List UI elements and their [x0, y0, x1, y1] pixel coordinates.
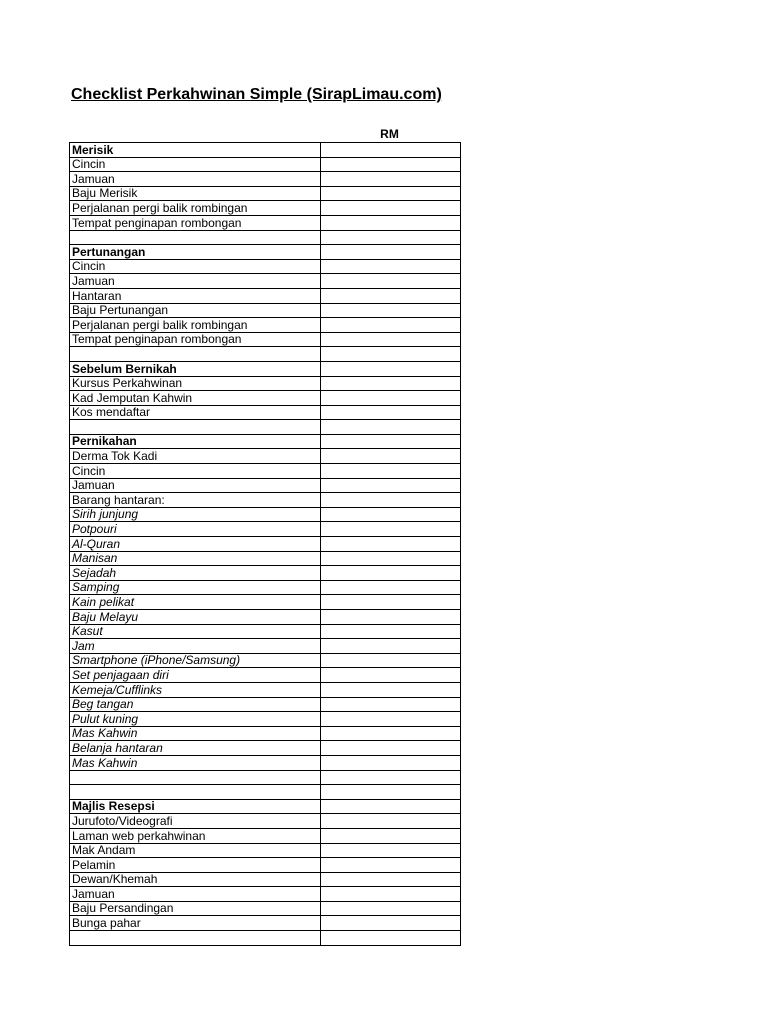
amount-cell[interactable]: [321, 332, 461, 347]
amount-cell[interactable]: [321, 872, 461, 887]
item-cell: Laman web perkahwinan: [70, 828, 321, 843]
section-heading-row: [70, 434, 461, 449]
item-cell: Mak Andam: [70, 843, 321, 858]
amount-cell[interactable]: [321, 288, 461, 303]
item-cell: Cincin: [70, 464, 321, 479]
amount-cell[interactable]: [321, 916, 461, 931]
checklist-row: [70, 858, 461, 873]
amount-cell[interactable]: [321, 391, 461, 406]
amount-cell[interactable]: [321, 464, 461, 479]
amount-cell[interactable]: [321, 143, 461, 158]
checklist-row: [70, 653, 461, 668]
amount-cell[interactable]: [321, 230, 461, 245]
item-cell: [70, 230, 321, 245]
checklist-row: [70, 697, 461, 712]
amount-cell[interactable]: [321, 522, 461, 537]
amount-cell[interactable]: [321, 566, 461, 581]
item-cell: Pertunangan: [70, 245, 321, 260]
item-cell: Baju Persandingan: [70, 901, 321, 916]
amount-cell[interactable]: [321, 639, 461, 654]
amount-cell[interactable]: [321, 843, 461, 858]
amount-cell[interactable]: [321, 186, 461, 201]
page-title: Checklist Perkahwinan Simple (SirapLimau.com): [71, 86, 442, 103]
amount-cell[interactable]: [321, 653, 461, 668]
amount-cell[interactable]: [321, 420, 461, 435]
amount-cell[interactable]: [321, 814, 461, 829]
item-cell: Kursus Perkahwinan: [70, 376, 321, 391]
item-cell: Kad Jemputan Kahwin: [70, 391, 321, 406]
checklist-row: [70, 726, 461, 741]
amount-cell[interactable]: [321, 551, 461, 566]
amount-cell[interactable]: [321, 682, 461, 697]
checklist-row: [70, 712, 461, 727]
checklist-row: [70, 274, 461, 289]
item-cell: Jamuan: [70, 274, 321, 289]
blank-row: [70, 420, 461, 435]
amount-cell[interactable]: [321, 434, 461, 449]
checklist-row: [70, 741, 461, 756]
checklist-row: [70, 332, 461, 347]
checklist-row: [70, 566, 461, 581]
section-heading-row: [70, 799, 461, 814]
amount-cell[interactable]: [321, 828, 461, 843]
section-heading-row: [70, 245, 461, 260]
checklist-row: [70, 595, 461, 610]
amount-cell[interactable]: [321, 507, 461, 522]
amount-cell[interactable]: [321, 215, 461, 230]
item-cell: Hantaran: [70, 288, 321, 303]
amount-cell[interactable]: [321, 201, 461, 216]
item-cell: Sebelum Bernikah: [70, 361, 321, 376]
item-cell: Bunga pahar: [70, 916, 321, 931]
checklist-row: [70, 668, 461, 683]
item-cell: Kain pelikat: [70, 595, 321, 610]
amount-cell[interactable]: [321, 347, 461, 362]
item-cell: Perjalanan pergi balik rombingan: [70, 201, 321, 216]
amount-cell[interactable]: [321, 785, 461, 800]
amount-cell[interactable]: [321, 318, 461, 333]
item-cell: Pulut kuning: [70, 712, 321, 727]
item-cell: Jamuan: [70, 172, 321, 187]
amount-cell[interactable]: [321, 610, 461, 625]
amount-column-header: RM: [380, 127, 399, 141]
amount-cell[interactable]: [321, 887, 461, 902]
item-cell: Manisan: [70, 551, 321, 566]
item-cell: Al-Quran: [70, 537, 321, 552]
amount-cell[interactable]: [321, 858, 461, 873]
item-cell: Mas Kahwin: [70, 755, 321, 770]
checklist-row: [70, 186, 461, 201]
checklist-row: [70, 624, 461, 639]
checklist-row: [70, 493, 461, 508]
item-cell: Dewan/Khemah: [70, 872, 321, 887]
blank-row: [70, 347, 461, 362]
blank-row: [70, 230, 461, 245]
amount-cell[interactable]: [321, 259, 461, 274]
checklist-row: [70, 303, 461, 318]
checklist-row: [70, 551, 461, 566]
amount-cell[interactable]: [321, 361, 461, 376]
checklist-row: [70, 507, 461, 522]
item-cell: Pernikahan: [70, 434, 321, 449]
blank-row: [70, 770, 461, 785]
amount-cell[interactable]: [321, 668, 461, 683]
section-heading-row: [70, 143, 461, 158]
checklist-row: [70, 215, 461, 230]
amount-cell[interactable]: [321, 580, 461, 595]
item-cell: Derma Tok Kadi: [70, 449, 321, 464]
item-cell: Jamuan: [70, 887, 321, 902]
amount-cell[interactable]: [321, 799, 461, 814]
checklist-row: [70, 537, 461, 552]
amount-cell[interactable]: [321, 624, 461, 639]
checklist-row: [70, 201, 461, 216]
item-cell: Jurufoto/Videografi: [70, 814, 321, 829]
amount-cell[interactable]: [321, 405, 461, 420]
item-cell: Baju Melayu: [70, 610, 321, 625]
checklist-row: [70, 639, 461, 654]
checklist-row: [70, 522, 461, 537]
amount-cell[interactable]: [321, 931, 461, 946]
item-cell: Smartphone (iPhone/Samsung): [70, 653, 321, 668]
checklist-row: [70, 391, 461, 406]
item-cell: Majlis Resepsi: [70, 799, 321, 814]
item-cell: Cincin: [70, 157, 321, 172]
checklist-row: [70, 405, 461, 420]
checklist-row: [70, 172, 461, 187]
item-cell: Perjalanan pergi balik rombingan: [70, 318, 321, 333]
blank-row: [70, 785, 461, 800]
checklist-row: [70, 916, 461, 931]
checklist-row: [70, 449, 461, 464]
amount-cell[interactable]: [321, 770, 461, 785]
item-cell: [70, 785, 321, 800]
checklist-row: [70, 828, 461, 843]
checklist-row: [70, 610, 461, 625]
checklist-table: [69, 142, 461, 946]
amount-cell[interactable]: [321, 303, 461, 318]
item-cell: Sejadah: [70, 566, 321, 581]
amount-cell[interactable]: [321, 274, 461, 289]
amount-cell[interactable]: [321, 755, 461, 770]
blank-row: [70, 931, 461, 946]
item-cell: Tempat penginapan rombongan: [70, 332, 321, 347]
item-cell: [70, 931, 321, 946]
item-cell: [70, 420, 321, 435]
item-cell: Kos mendaftar: [70, 405, 321, 420]
amount-cell[interactable]: [321, 697, 461, 712]
checklist-row: [70, 478, 461, 493]
item-cell: Potpouri: [70, 522, 321, 537]
item-cell: Baju Merisik: [70, 186, 321, 201]
checklist-row: [70, 288, 461, 303]
amount-cell[interactable]: [321, 726, 461, 741]
item-cell: Kemeja/Cufflinks: [70, 682, 321, 697]
checklist-row: [70, 157, 461, 172]
amount-cell[interactable]: [321, 595, 461, 610]
item-cell: Mas Kahwin: [70, 726, 321, 741]
checklist-row: [70, 887, 461, 902]
item-cell: Jam: [70, 639, 321, 654]
item-cell: Tempat penginapan rombongan: [70, 215, 321, 230]
amount-cell[interactable]: [321, 712, 461, 727]
amount-cell[interactable]: [321, 478, 461, 493]
amount-cell[interactable]: [321, 537, 461, 552]
amount-cell[interactable]: [321, 376, 461, 391]
item-cell: Set penjagaan diri: [70, 668, 321, 683]
amount-cell[interactable]: [321, 901, 461, 916]
item-cell: Cincin: [70, 259, 321, 274]
checklist-row: [70, 814, 461, 829]
checklist-row: [70, 843, 461, 858]
item-cell: Samping: [70, 580, 321, 595]
checklist-row: [70, 464, 461, 479]
checklist-row: [70, 318, 461, 333]
checklist-row: [70, 872, 461, 887]
section-heading-row: [70, 361, 461, 376]
checklist-row: [70, 376, 461, 391]
amount-cell[interactable]: [321, 172, 461, 187]
amount-cell[interactable]: [321, 741, 461, 756]
item-cell: Merisik: [70, 143, 321, 158]
item-cell: Beg tangan: [70, 697, 321, 712]
checklist-rows: [70, 143, 461, 946]
checklist-row: [70, 901, 461, 916]
checklist-row: [70, 580, 461, 595]
item-cell: Pelamin: [70, 858, 321, 873]
checklist-row: [70, 755, 461, 770]
amount-cell[interactable]: [321, 449, 461, 464]
item-cell: [70, 347, 321, 362]
checklist-row: [70, 682, 461, 697]
item-cell: [70, 770, 321, 785]
checklist-row: [70, 259, 461, 274]
item-cell: Baju Pertunangan: [70, 303, 321, 318]
item-cell: Sirih junjung: [70, 507, 321, 522]
item-cell: Barang hantaran:: [70, 493, 321, 508]
item-cell: Kasut: [70, 624, 321, 639]
item-cell: Belanja hantaran: [70, 741, 321, 756]
amount-cell[interactable]: [321, 245, 461, 260]
amount-cell[interactable]: [321, 157, 461, 172]
amount-cell[interactable]: [321, 493, 461, 508]
item-cell: Jamuan: [70, 478, 321, 493]
